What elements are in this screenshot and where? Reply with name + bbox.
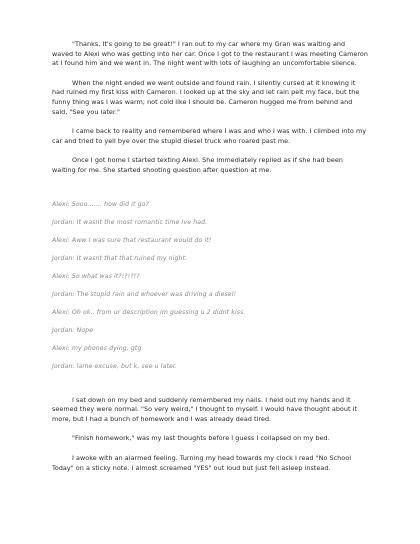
text-message-log: [52, 200, 368, 371]
story-paragraph: Once I got home I started texting Alexi. She immediately replied as if she had been waiting for me. She started shooting question after question at me.: [52, 156, 343, 174]
spacer: [52, 380, 368, 396]
chat-line: Jordan: It wasnt the most romantic time Ive had.: [52, 218, 208, 226]
chat-line: Alexi: Aww I was sure that restaurant would do it!: [52, 236, 212, 244]
story-paragraph: When the night ended we went outside and found rain. I silently cursed at it knowing it had ruined my first kiss with Cameron. I looked up at the sky and let rain pelt my face, but the funny thing was I was warm; not cold like I should be. Cameron hugged me from behind and said, "See you later.": [52, 78, 360, 116]
story-paragraph: "Finish homework," was my last thoughts before I guess I collapsed on my bed.: [72, 434, 330, 443]
story-paragraph: "Thanks, It's going to be great!" I ran out to my car where my Gran was waiting and waved to Alexi who was getting into her car. Once I got to the restaurant I was meeting Cameron at I found him and we went in. The night went with lots of laughing an uncomfortable silence.: [52, 40, 368, 68]
chat-line: Jordan: The stupid rain and whoever was driving a diesel!: [52, 290, 237, 298]
chat-line: Alexi: So what was it?!?!?!?: [52, 272, 140, 280]
story-paragraph: I sat down on my bed and suddenly remembered my nails. I held out my hands and it seemed they were normal. "So very weird," I thought to myself. I would have thought about it more, but I had a bunch of homework and I was already dead tired.: [52, 395, 358, 423]
chat-line: Jordan: Nope: [52, 326, 94, 334]
chat-line: Alexi: my phones dying, gtg: [52, 344, 142, 352]
spacer: [52, 186, 368, 200]
story-paragraph: I awoke with an alarmed feeling. Turning my head towards my clock I read "No School Today" on a sticky note. I almost screamed "YES" out loud but just fell asleep instead.: [52, 453, 352, 472]
story-paragraph: I came back to reality and remembered where I was and who I was with. I climbed into my car and tried to yell bye over the stupid diesel truck who roared past me.: [52, 127, 367, 145]
chat-line: Alexi: Oh ok.. from ur description im guessing u 2 didnt kiss.: [52, 308, 246, 316]
chat-line: Jordan: It wasnt that that ruined my night.: [52, 254, 188, 262]
chat-line: Alexi: Sooo....... how did it go?: [52, 200, 149, 208]
chat-line: Jordan: lame excuse, but k, see u later.: [52, 362, 178, 370]
